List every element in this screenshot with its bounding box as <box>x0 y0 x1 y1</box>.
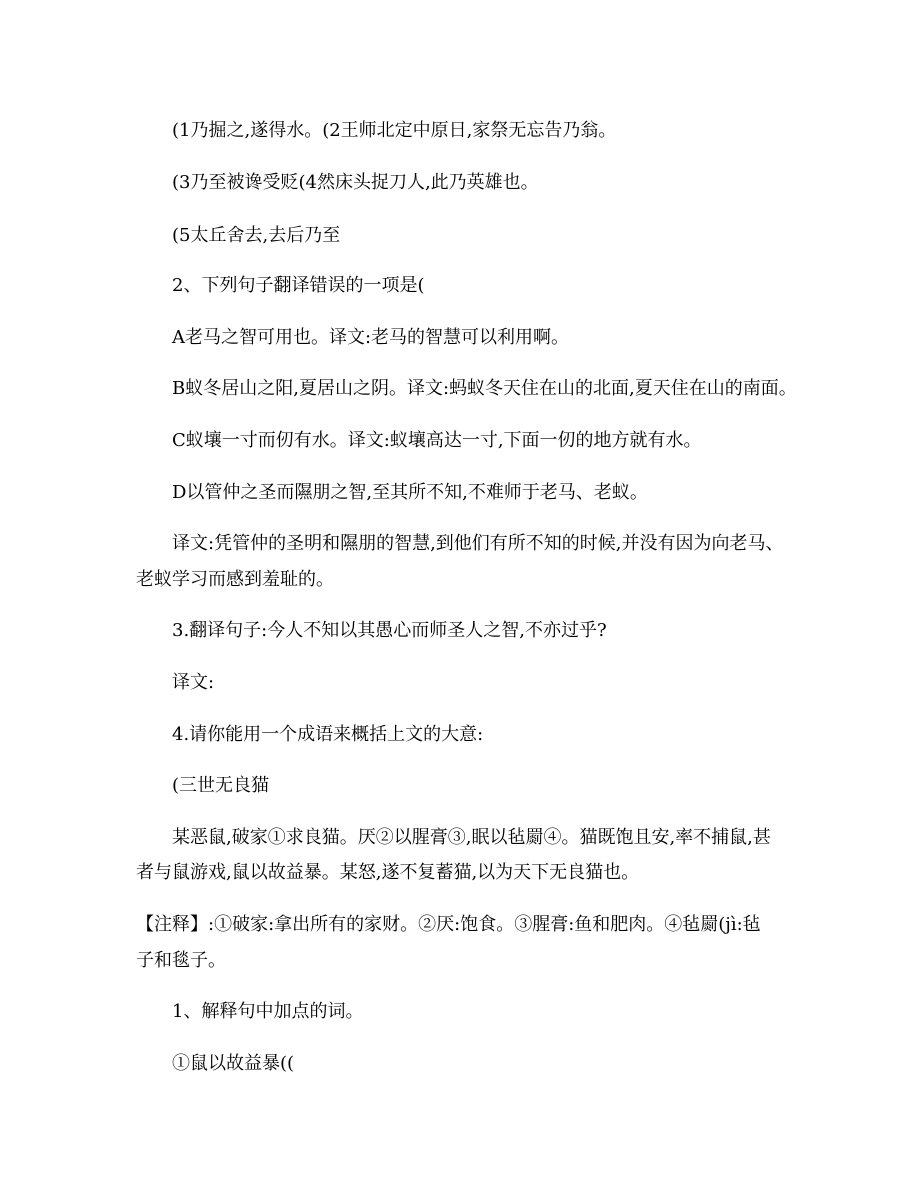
question-1-heading: 1、解释句中加点的词。 <box>172 1001 364 1022</box>
option-a: A老马之智可用也。译文:老马的智慧可以利用啊。 <box>172 327 570 348</box>
passage-line-1: 某恶鼠,破家①求良猫。厌②以腥膏③,眠以毡罽④。猫既饱且安,率不捕鼠,甚 <box>172 827 771 848</box>
text-line-2: (3乃至被谗受贬(4然床头捉刀人,此乃英雄也。 <box>172 172 539 193</box>
option-d-translation-line-1: 译文:凭管仲的圣明和隰朋的智慧,到他们有所不知的时候,并没有因为向老马、 <box>172 533 784 554</box>
option-d: D以管仲之圣而隰朋之智,至其所不知,不难师于老马、老蚁。 <box>172 482 648 503</box>
translation-label: 译文: <box>172 672 215 693</box>
option-d-translation-line-2: 老蚁学习而感到羞耻的。 <box>136 569 334 590</box>
question-2-heading: 2、下列句子翻译错误的一项是( <box>172 275 425 296</box>
notes-line-1: 【注释】:①破家:拿出所有的家财。②厌:饱食。③腥膏:鱼和肥肉。④毡罽(jì:毡 <box>136 914 761 935</box>
question-1-item-1: ①鼠以故益暴(( <box>172 1053 295 1074</box>
passage-line-2: 者与鼠游戏,鼠以故益暴。某怒,遂不复蓄猫,以为天下无良猫也。 <box>136 862 640 883</box>
text-line-1: (1乃掘之,遂得水。(2王师北定中原日,家祭无忘告乃翁。 <box>172 120 617 141</box>
question-4: 4.请你能用一个成语来概括上文的大意: <box>172 724 484 745</box>
text-line-3: (5太丘舍去,去后乃至 <box>172 225 341 246</box>
question-3: 3.翻译句子:今人不知以其愚心而师圣人之智,不亦过乎? <box>172 620 607 641</box>
passage-title: (三世无良猫 <box>172 775 270 796</box>
option-b: B蚁冬居山之阳,夏居山之阴。译文:蚂蚁冬天住在山的北面,夏天住在山的南面。 <box>172 378 797 399</box>
notes-line-2: 子和毯子。 <box>136 950 226 971</box>
option-c: C蚁壤一寸而仞有水。译文:蚁壤高达一寸,下面一仞的地方就有水。 <box>172 430 702 451</box>
